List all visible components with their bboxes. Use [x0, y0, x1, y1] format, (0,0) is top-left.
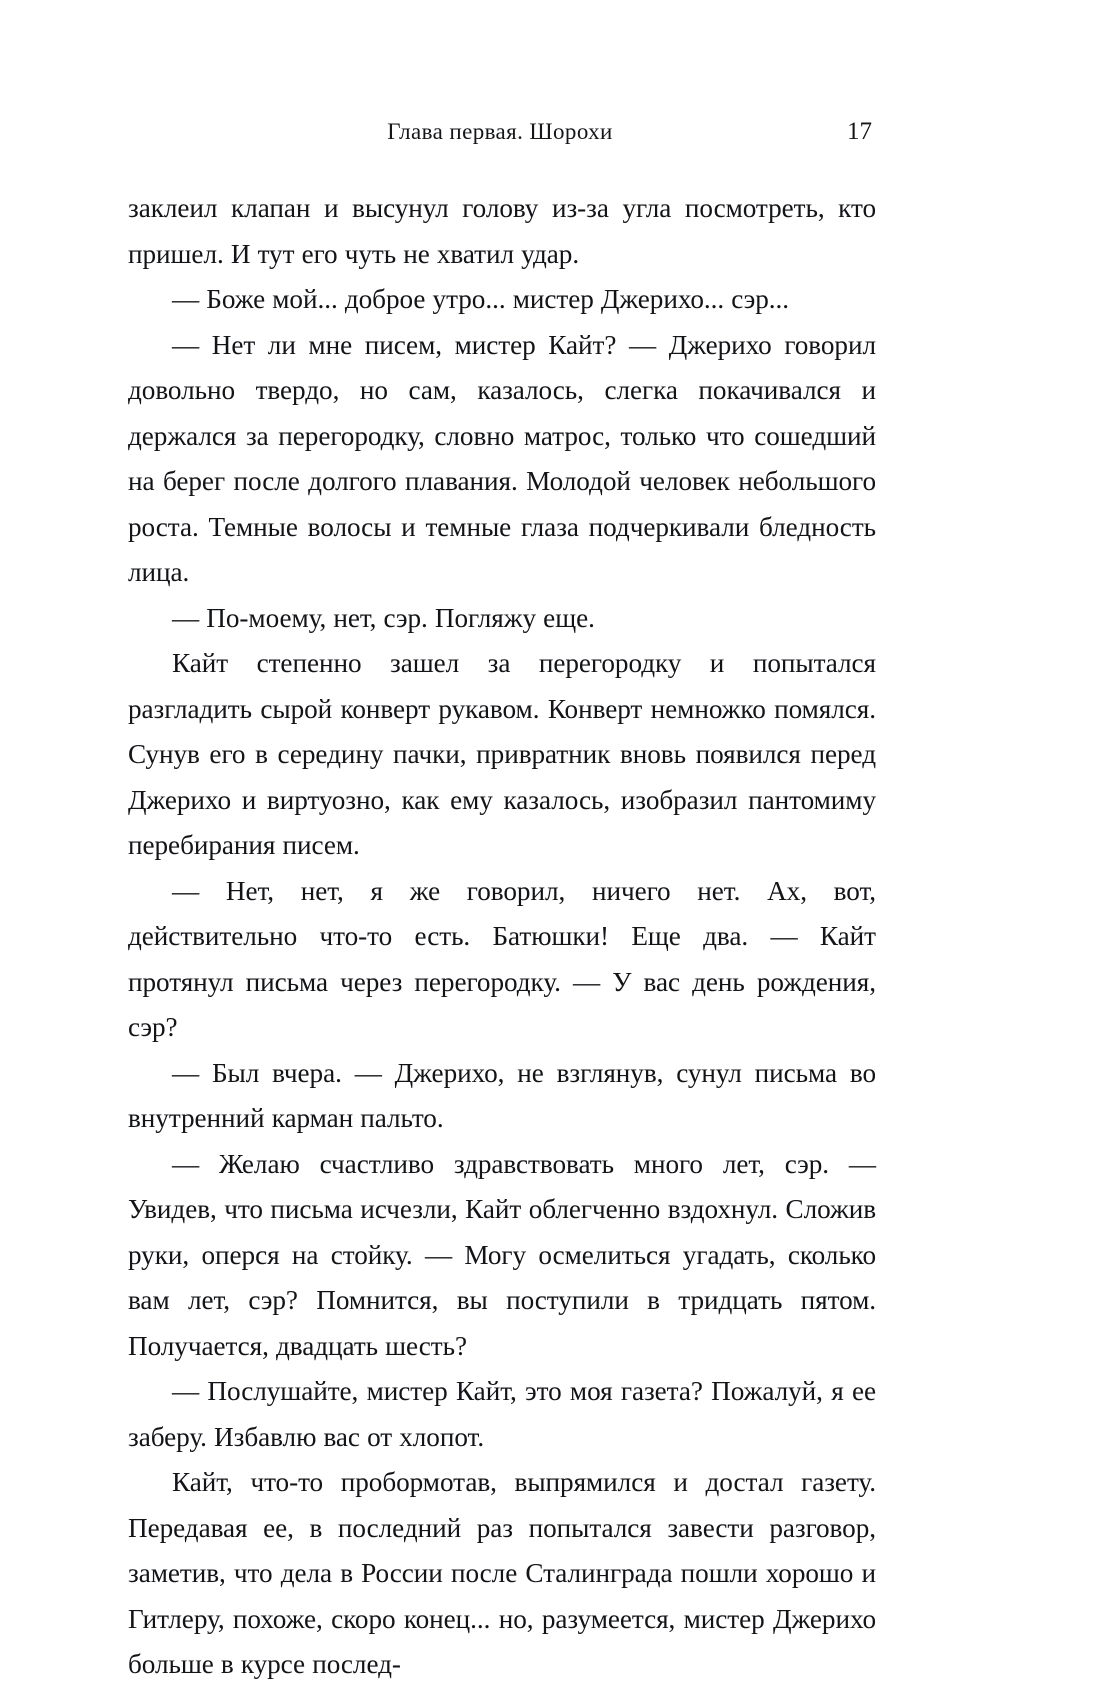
paragraph-dialogue: — Боже мой... доброе утро... мистер Джерихо... сэр... [172, 284, 790, 314]
running-head [128, 118, 872, 152]
paragraph-dialogue: — По-моему, нет, сэр. Погляжу еще. [172, 602, 595, 633]
paragraph-dialogue: — Желаю счастливо здравствовать много лет, сэр. — Увидев, что письма исчезли, Кайт облегченно вздохнул. Сложив руки, оперся на стойку. — Могу осмелиться угадать, сколько вам лет, сэр? Помнится, вы поступили в тридцать пятом. Получается, двадцать шесть? [128, 1148, 876, 1361]
paragraph-dialogue: — Нет ли мне писем, мистер Кайт? — Джерихо говорил довольно твердо, но сам, казалось, слегка покачивался и держался за перегородку, словно матрос, только что сошедший на берег после долгого плавания. Молодой человек небольшого роста. Темные волосы и темные глаза подчеркивали бледность лица. [128, 329, 876, 587]
paragraph-continued: заклеил клапан и высунул голову из-за угла посмотреть, кто пришел. И тут его чуть не хватил удар. [128, 193, 876, 269]
chapter-title: Глава первая. Шорохи [387, 119, 613, 144]
paragraph-dialogue: — Нет, нет, я же говорил, ничего нет. Ах, вот, действительно что-то есть. Батюшки! Еще два. — Кайт протянул письма через перегородку. — У вас день рождения, сэр? [128, 875, 876, 1042]
paragraph-dialogue: — Послушайте, мистер Кайт, это моя газета? Пожалуй, я ее заберу. Избавлю вас от хлопот. [128, 1376, 876, 1452]
page-number: 17 [847, 118, 872, 145]
paragraph-narrative-last: Кайт, что-то пробормотав, выпрямился и достал газету. Передавая ее, в последний раз попытался завести разговор, заметив, что дела в России после Сталинграда пошли хорошо и Гитлеру, похоже, скоро конец... но, разумеется, мистер Джерихо больше в курсе послед- [128, 1467, 876, 1679]
body-text-block [128, 186, 876, 1688]
paragraph-narrative: Кайт степенно зашел за перегородку и попытался разгладить сырой конверт рукавом. Конверт немножко помялся. Сунув его в середину пачки, привратник вновь появился перед Джерихо и виртуозно, как ему казалось, изобразил пантомиму перебирания писем. [128, 648, 876, 860]
paragraph-dialogue: — Был вчера. — Джерихо, не взглянув, сунул письма во внутренний карман пальто. [128, 1057, 876, 1133]
